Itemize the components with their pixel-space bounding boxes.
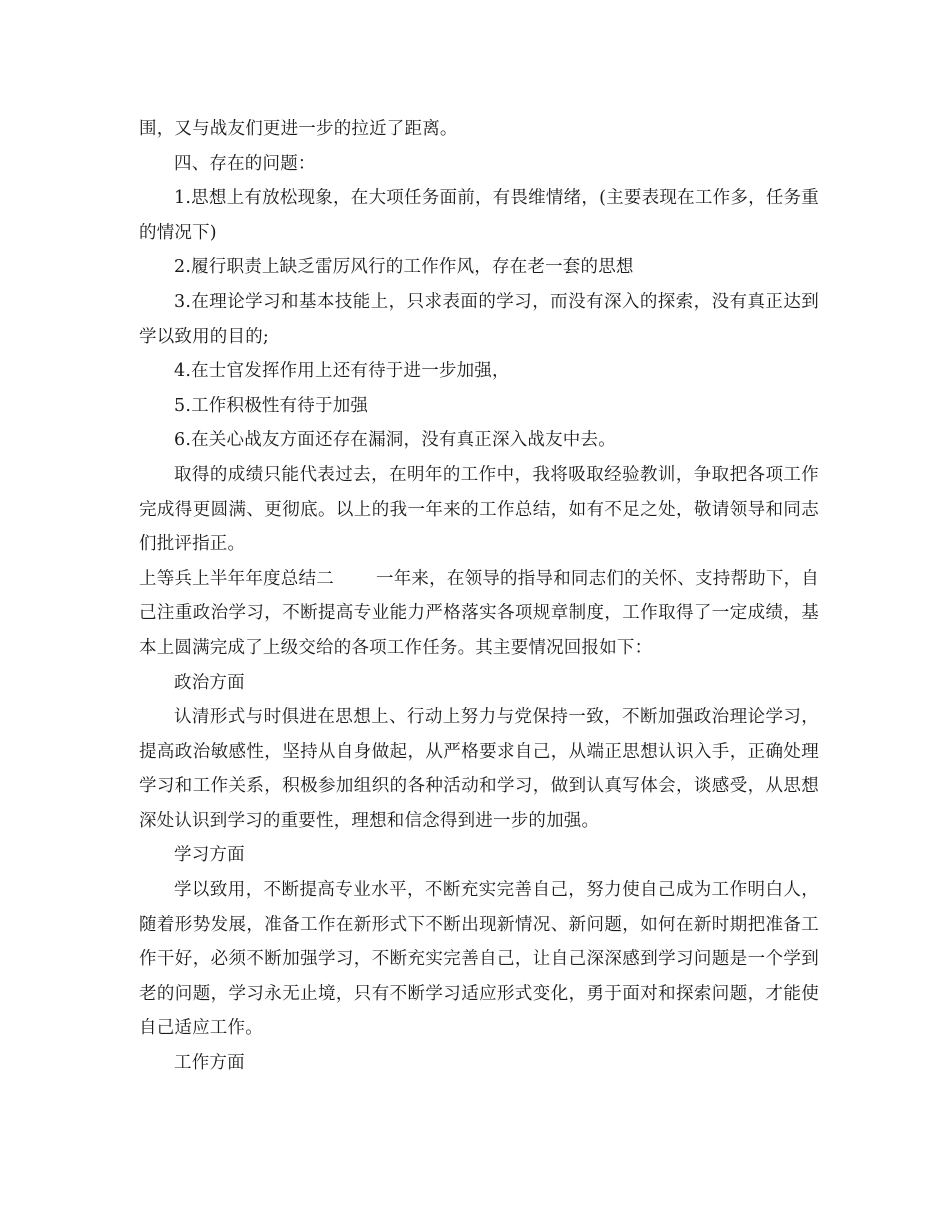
list-item-problem-2: 2.履行职责上缺乏雷厉风行的工作作风，存在老一套的思想	[174, 257, 634, 278]
list-item-problem-3: 3.在理论学习和基本技能上，只求表面的学习，而没有深入的探索，没有真正达到学以致用的目的;	[139, 291, 819, 347]
document-body	[139, 112, 819, 1081]
list-item-problem-6: 6.在关心战友方面还存在漏洞，没有真正深入战友中去。	[174, 430, 616, 451]
section-two-intro	[139, 562, 819, 666]
subheading-politics: 政治方面	[174, 672, 245, 693]
paragraph-continuation: 围，又与战友们更进一步的拉近了距离。	[139, 119, 458, 139]
list-item-problem-1: 1.思想上有放松现象，在大项任务面前，有畏维情绪，(主要表现在工作多，任务重的情况下)	[139, 188, 819, 243]
paragraph-politics: 认清形式与时俱进在思想上、行动上努力与党保持一致，不断加强政治理论学习，提高政治敏感性，坚持从自身做起，从严格要求自己，从端正思想认识入手，正确处理学习和工作关系，积极参加组织的各种活动和学习，做到认真写体会，谈感受，从思想深处认识到学习的重要性，理想和信念得到进一步的加强。	[139, 707, 819, 831]
section-heading-problems: 四、存在的问题：	[174, 153, 316, 174]
subheading-study: 学习方面	[174, 845, 245, 866]
section-two-title: 上等兵上半年年度总结二	[139, 568, 334, 589]
paragraph-study: 学以致用，不断提高专业水平，不断充实完善自己，努力使自己成为工作明白人，随着形势发展，准备工作在新形式下不断出现新情况、新问题，如何在新时期把准备工作干好，必须不断加强学习，不断充实完善自己，让自己深深感到学习问题是一个学到老的问题，学习永无止境，只有不断学习适应形式变化，勇于面对和探索问题，才能使自己适应工作。	[139, 880, 819, 1039]
paragraph-conclusion: 取得的成绩只能代表过去，在明年的工作中，我将吸取经验教训，争取把各项工作完成得更圆满、更彻底。以上的我一年来的工作总结，如有不足之处，敬请领导和同志们批评指正。	[139, 464, 819, 555]
section-two-intro-text: 一年来，在领导的指导和同志们的关怀、支持帮助下，自己注重政治学习，不断提高专业能力严格落实各项规章制度，工作取得了一定成绩，基本上圆满完成了上级交给的各项工作任务。其主要情况回报如下：	[139, 568, 820, 658]
list-item-problem-4: 4.在士官发挥作用上还有待于进一步加强，	[174, 361, 510, 382]
subheading-work: 工作方面	[174, 1053, 245, 1074]
list-item-problem-5: 5.工作积极性有待于加强	[174, 395, 369, 416]
